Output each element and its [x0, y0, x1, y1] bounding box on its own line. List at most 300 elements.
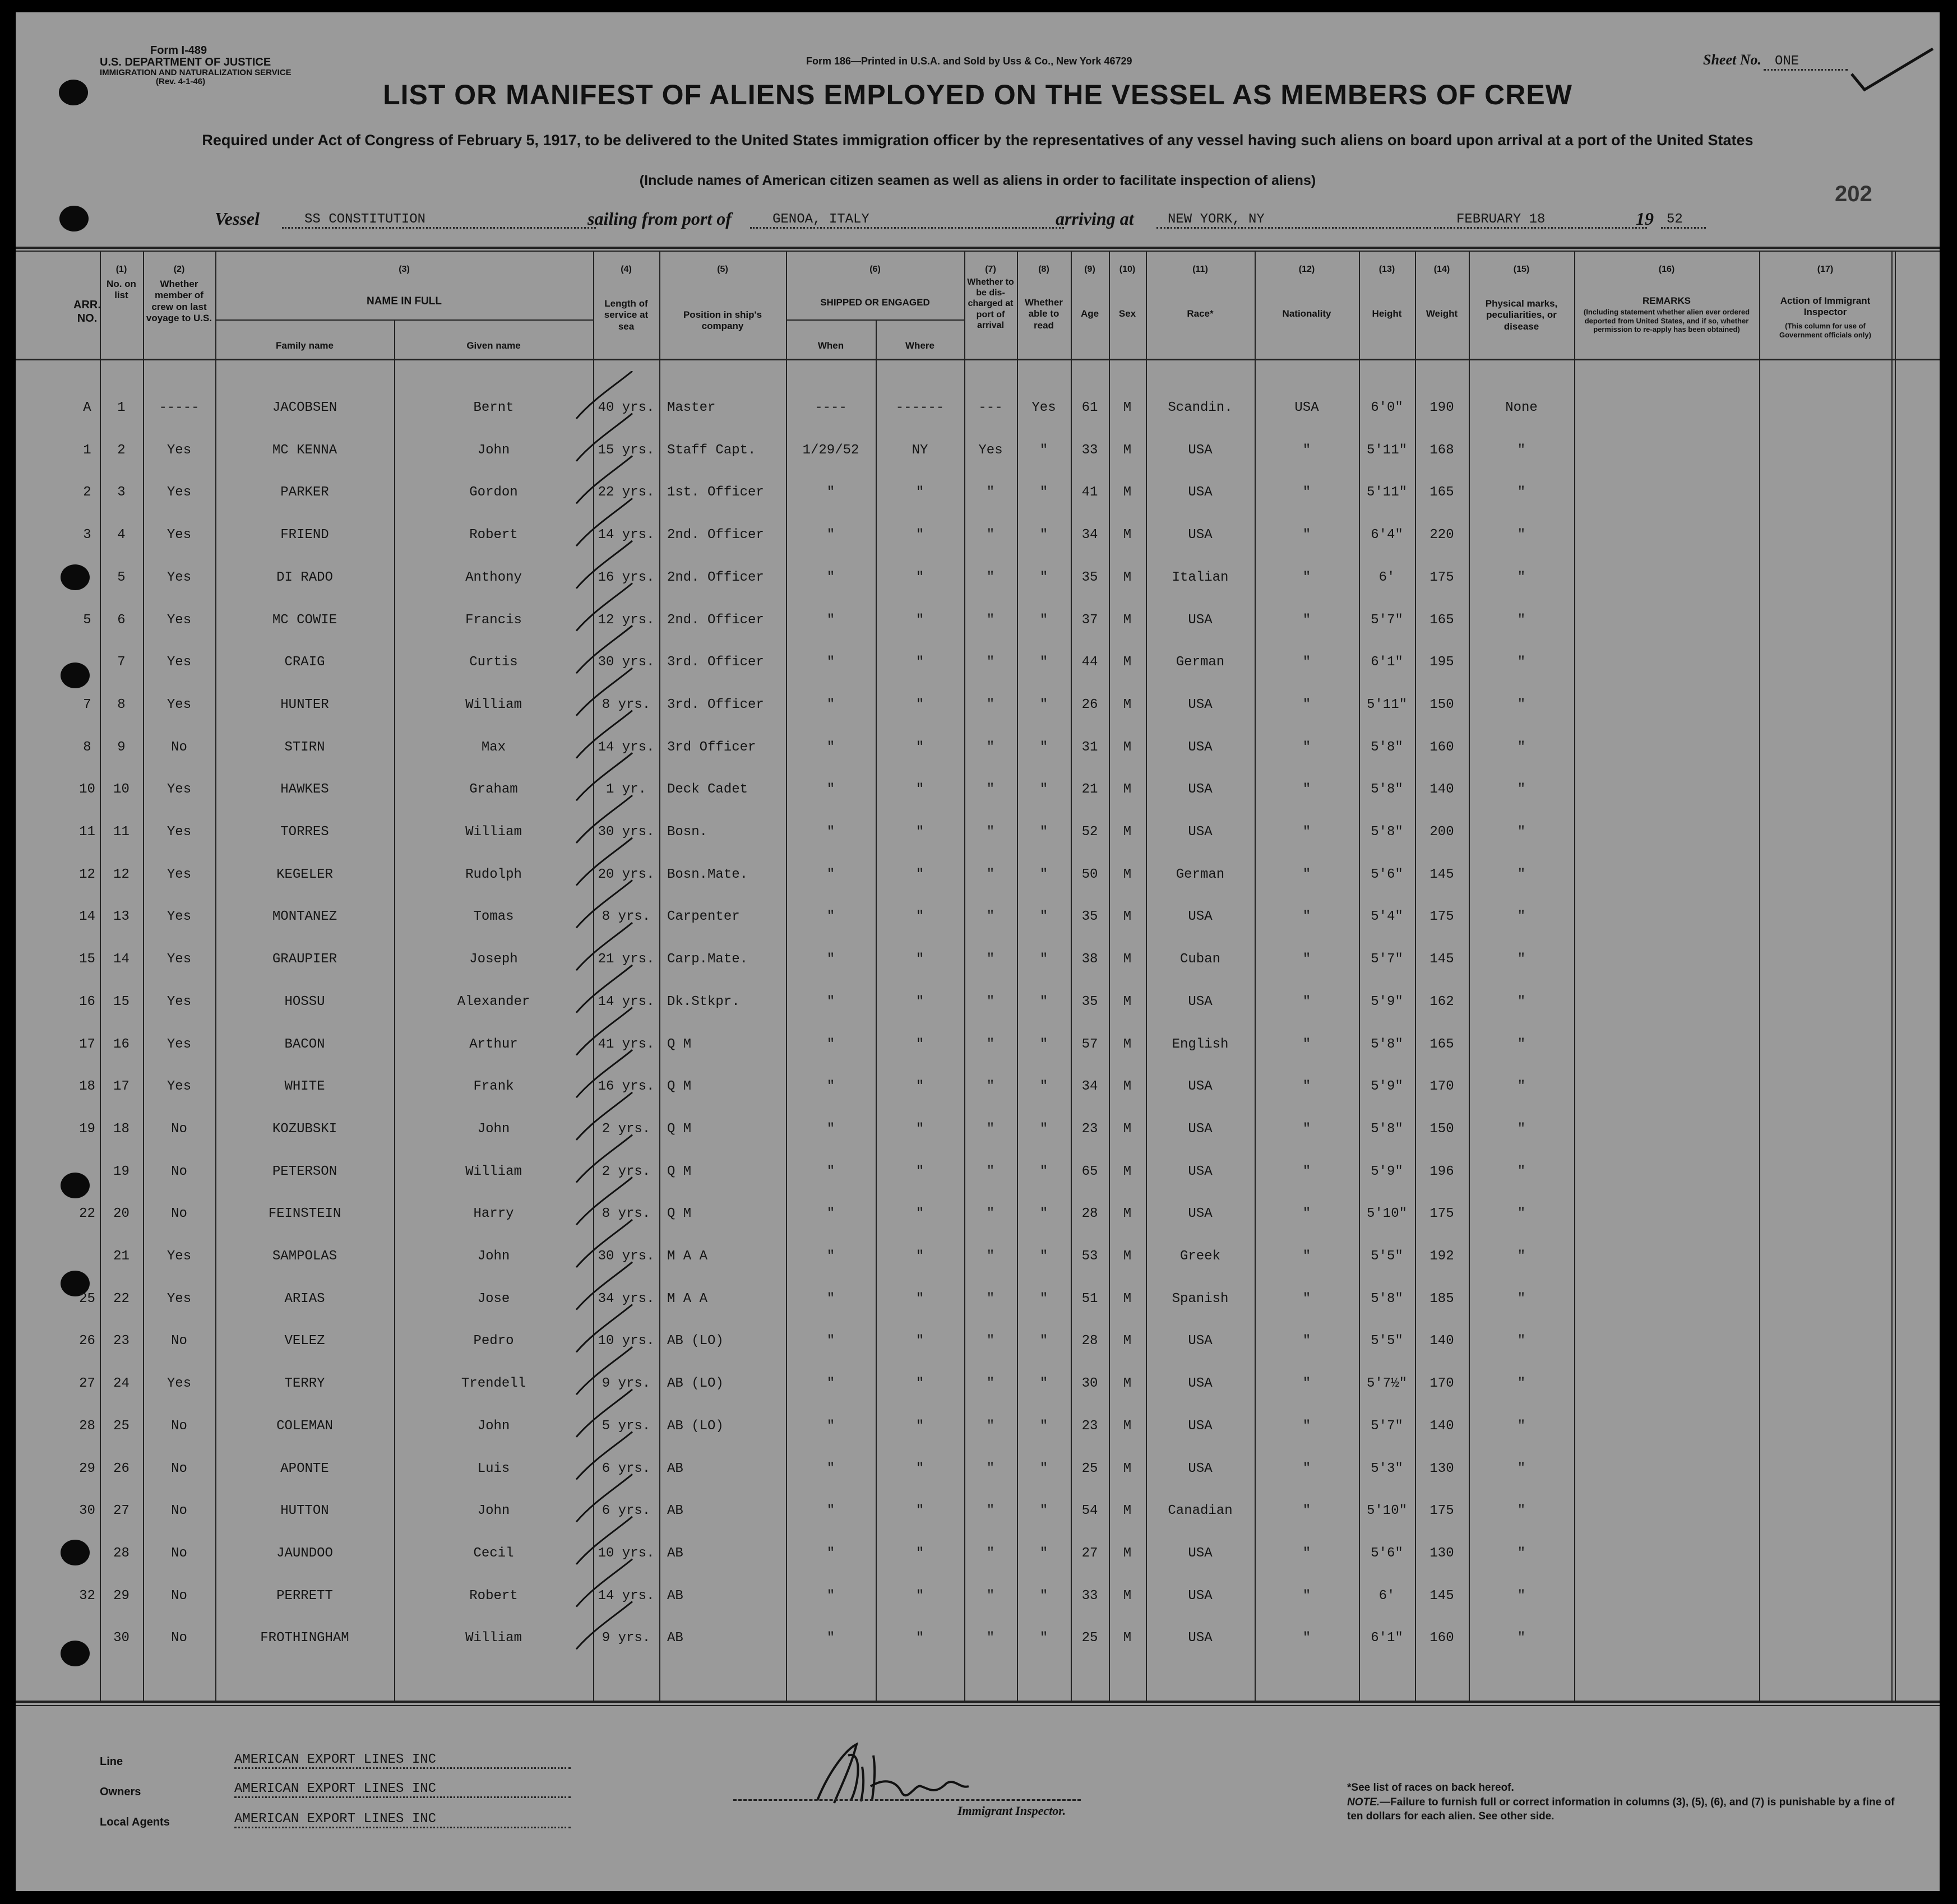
cell-weight: 175 [1429, 569, 1454, 585]
cell-age: 35 [1081, 909, 1098, 925]
cell-disch: " [986, 697, 995, 712]
cell-where: " [915, 1333, 924, 1349]
cell-service: 14 yrs. [598, 527, 655, 543]
cell-height: 5'3" [1371, 1461, 1403, 1476]
pen-stroke [576, 1008, 632, 1055]
cell-position: AB [667, 1588, 683, 1604]
cell-weight: 160 [1429, 1630, 1454, 1646]
cell-height: 6'1" [1371, 1630, 1403, 1646]
col13-number: (13) [1378, 265, 1395, 274]
cell-when: " [826, 1461, 835, 1476]
table-row [16, 1109, 1940, 1152]
cell-family: MC COWIE [272, 612, 337, 628]
col14-header: Weight [1426, 308, 1458, 319]
pen-stroke [576, 1517, 632, 1564]
cell-family: KOZUBSKI [272, 1121, 337, 1137]
cell-when: " [826, 1503, 835, 1519]
col17-subheader: (This column for use of Government officials only) [1779, 322, 1871, 339]
cell-when: " [826, 1121, 835, 1137]
cell-read: " [1039, 1249, 1048, 1264]
cell-when: " [826, 655, 835, 670]
cell-no: 7 [117, 655, 126, 670]
cell-sex: M [1123, 400, 1132, 415]
vessel-name: SS CONSTITUTION [282, 212, 596, 229]
name-sub-rule [215, 319, 593, 321]
cell-read: " [1039, 994, 1048, 1009]
cell-sex: M [1123, 1588, 1132, 1604]
cell-last: ----- [159, 400, 200, 415]
cell-race: USA [1188, 739, 1213, 755]
cell-disch: " [986, 527, 995, 543]
col17-number: (17) [1817, 265, 1834, 274]
cell-last: Yes [166, 527, 192, 543]
cell-nat: " [1302, 655, 1311, 670]
cell-weight: 220 [1429, 527, 1454, 543]
cell-age: 65 [1081, 1164, 1098, 1179]
cell-read: " [1039, 1206, 1048, 1222]
cell-no: 28 [113, 1545, 129, 1561]
cell-disch: Yes [978, 442, 1003, 458]
cell-arr: 22 [79, 1206, 95, 1222]
cell-where: " [915, 994, 924, 1009]
cell-service: 15 yrs. [598, 442, 655, 458]
col16-header: REMARKS [1643, 295, 1691, 306]
cell-when: " [826, 824, 835, 840]
sheet-value: ONE [1764, 54, 1848, 71]
cell-height: 5'4" [1371, 909, 1403, 925]
cell-arr: 8 [83, 739, 91, 755]
col6-where-header: Where [905, 340, 934, 351]
cell-marks: " [1517, 655, 1526, 670]
col2-number: (2) [173, 265, 185, 274]
cell-family: BACON [284, 1036, 325, 1052]
cell-nat: " [1302, 1503, 1311, 1519]
cell-sex: M [1123, 527, 1132, 543]
table-row [16, 1152, 1940, 1194]
cell-sex: M [1123, 1545, 1132, 1561]
cell-read: " [1039, 569, 1048, 585]
cell-marks: " [1517, 1121, 1526, 1137]
cell-age: 41 [1081, 485, 1098, 501]
footer-notes [1347, 1781, 1908, 1824]
cell-read: " [1039, 909, 1048, 925]
cell-service: 10 yrs. [598, 1333, 655, 1349]
cell-nat: " [1302, 994, 1311, 1009]
cell-position: AB [667, 1503, 683, 1519]
races-note: *See list of races on back hereof. [1347, 1782, 1514, 1794]
cell-no: 14 [113, 952, 129, 967]
cell-position: Bosn.Mate. [667, 867, 748, 882]
cell-given: Max [481, 739, 506, 755]
cell-position: AB [667, 1630, 683, 1646]
cell-age: 27 [1081, 1545, 1098, 1561]
cell-arr: 19 [79, 1121, 95, 1137]
col11-header: Race* [1187, 308, 1214, 319]
pen-stroke [576, 1220, 632, 1267]
col7-number: (7) [985, 265, 996, 274]
cell-last: Yes [166, 442, 192, 458]
cell-marks: " [1517, 612, 1526, 628]
cell-last: Yes [166, 994, 192, 1009]
cell-sex: M [1123, 1291, 1132, 1307]
cell-arr: 5 [83, 612, 91, 628]
cell-read: " [1039, 697, 1048, 712]
cell-position: Q M [667, 1206, 692, 1222]
cell-where: " [915, 1206, 924, 1222]
cell-no: 3 [117, 485, 126, 501]
cell-last: No [171, 1418, 187, 1434]
cell-age: 31 [1081, 739, 1098, 755]
cell-when: " [826, 1333, 835, 1349]
cell-marks: " [1517, 442, 1526, 458]
cell-service: 20 yrs. [598, 867, 655, 882]
cell-arr: 15 [79, 952, 95, 967]
cell-when: " [826, 569, 835, 585]
cell-weight: 140 [1429, 1418, 1454, 1434]
agents-value: AMERICAN EXPORT LINES INC [234, 1812, 571, 1828]
cell-service: 16 yrs. [598, 1079, 655, 1095]
cell-read: " [1039, 1376, 1048, 1392]
cell-when: " [826, 1249, 835, 1264]
table-row [16, 472, 1940, 515]
cell-family: SAMPOLAS [272, 1249, 337, 1264]
pen-stroke [576, 965, 632, 1013]
cell-last: Yes [166, 909, 192, 925]
cell-last: Yes [166, 1249, 192, 1264]
col1-header: No. on list [107, 279, 136, 301]
cell-weight: 170 [1429, 1376, 1454, 1392]
cell-when: " [826, 1418, 835, 1434]
page-title: LIST OR MANIFEST OF ALIENS EMPLOYED ON THE VESSEL AS MEMBERS OF CREW [383, 79, 1572, 110]
cell-sex: M [1123, 952, 1132, 967]
table-row [16, 1618, 1940, 1661]
cell-no: 8 [117, 697, 126, 712]
cell-service: 14 yrs. [598, 739, 655, 755]
cell-service: 8 yrs. [602, 909, 651, 925]
cell-where: NY [912, 442, 928, 458]
cell-when: " [826, 1079, 835, 1095]
cell-read: " [1039, 1418, 1048, 1434]
cell-position: 2nd. Officer [667, 527, 764, 543]
nota-text: —Failure to furnish full or correct information in columns (3), (5), (6), and (7) is punishable by a fine of ten dollars for each alien. See other side. [1347, 1796, 1895, 1823]
stamp-number: 202 [1835, 182, 1872, 206]
cell-read: " [1039, 612, 1048, 628]
table-row [16, 728, 1940, 770]
cell-marks: " [1517, 1630, 1526, 1646]
cell-given: John [477, 1418, 510, 1434]
col14-number: (14) [1433, 265, 1450, 274]
cell-nat: " [1302, 442, 1311, 458]
cell-weight: 150 [1429, 1121, 1454, 1137]
arriving-port: NEW YORK, NY [1156, 212, 1431, 229]
cell-given: Gordon [469, 485, 518, 501]
col4-header: Length of service at sea [604, 298, 649, 332]
cell-sex: M [1123, 485, 1132, 501]
pen-stroke [576, 583, 632, 631]
shipped-sub-rule [786, 319, 964, 321]
cell-age: 53 [1081, 1249, 1098, 1264]
cell-sex: M [1123, 739, 1132, 755]
cell-service: 10 yrs. [598, 1545, 655, 1561]
cell-service: 16 yrs. [598, 569, 655, 585]
cell-sex: M [1123, 1164, 1132, 1179]
cell-marks: " [1517, 739, 1526, 755]
cell-position: M A A [667, 1249, 708, 1264]
cell-height: 5'6" [1371, 867, 1403, 882]
cell-nat: " [1302, 1630, 1311, 1646]
cell-weight: 165 [1429, 485, 1454, 501]
table-top-rule-2 [16, 251, 1940, 252]
pen-stroke [576, 1177, 632, 1225]
cell-height: 6' [1378, 569, 1395, 585]
cell-marks: " [1517, 569, 1526, 585]
cell-weight: 200 [1429, 824, 1454, 840]
cell-last: Yes [166, 867, 192, 882]
cell-race: USA [1188, 1164, 1213, 1179]
cell-nat: " [1302, 527, 1311, 543]
table-row [16, 1194, 1940, 1236]
vessel-label: Vessel [215, 209, 260, 229]
cell-when: " [826, 1588, 835, 1604]
cell-sex: M [1123, 1206, 1132, 1222]
cell-read: " [1039, 1121, 1048, 1137]
cell-where: " [915, 612, 924, 628]
cell-no: 21 [113, 1249, 129, 1264]
cell-disch: " [986, 1630, 995, 1646]
cell-read: " [1039, 1588, 1048, 1604]
table-row [16, 1364, 1940, 1406]
cell-nat: " [1302, 1121, 1311, 1137]
cell-disch: " [986, 824, 995, 840]
cell-read: " [1039, 442, 1048, 458]
cell-when: " [826, 867, 835, 882]
cell-height: 5'11" [1366, 697, 1407, 712]
line-value: AMERICAN EXPORT LINES INC [234, 1752, 571, 1769]
pen-stroke [576, 1601, 632, 1649]
cell-marks: " [1517, 1291, 1526, 1307]
cell-when: " [826, 527, 835, 543]
cell-when: " [826, 1545, 835, 1561]
cell-race: USA [1188, 1121, 1213, 1137]
cell-weight: 165 [1429, 1036, 1454, 1052]
col4-number: (4) [621, 265, 632, 274]
cell-last: Yes [166, 612, 192, 628]
cell-last: Yes [166, 1079, 192, 1095]
pen-stroke [576, 838, 632, 886]
cell-position: Q M [667, 1121, 692, 1137]
table-bottom-rule [16, 1701, 1940, 1703]
cell-nat: " [1302, 1545, 1311, 1561]
cell-position: 2nd. Officer [667, 569, 764, 585]
cell-when: " [826, 782, 835, 798]
cell-no: 22 [113, 1291, 129, 1307]
cell-weight: 168 [1429, 442, 1454, 458]
cell-age: 33 [1081, 442, 1098, 458]
cell-disch: " [986, 782, 995, 798]
cell-race: Spanish [1172, 1291, 1229, 1307]
cell-height: 5'6" [1371, 1545, 1403, 1561]
cell-last: No [171, 1206, 187, 1222]
cell-arr: 2 [83, 485, 91, 501]
cell-weight: 140 [1429, 782, 1454, 798]
cell-family: HOSSU [284, 994, 325, 1009]
cell-arr: 17 [79, 1036, 95, 1052]
cell-height: 6'0" [1371, 400, 1403, 415]
cell-service: 9 yrs. [602, 1376, 651, 1392]
cell-race: USA [1188, 1588, 1213, 1604]
cell-service: 21 yrs. [598, 952, 655, 967]
cell-position: AB [667, 1545, 683, 1561]
cell-family: APONTE [280, 1461, 329, 1476]
cell-nat: " [1302, 867, 1311, 882]
cell-family: MC KENNA [272, 442, 337, 458]
cell-marks: " [1517, 527, 1526, 543]
cell-sex: M [1123, 1630, 1132, 1646]
cell-position: AB (LO) [667, 1418, 724, 1434]
cell-marks: " [1517, 1036, 1526, 1052]
table-row [16, 812, 1940, 855]
cell-no: 12 [113, 867, 129, 882]
cell-last: Yes [166, 1291, 192, 1307]
cell-marks: " [1517, 1164, 1526, 1179]
page-subtitle: Required under Act of Congress of February 5, 1917, to be delivered to the United States immigration officer by the representatives of any vessel having such aliens on board upon arrival at a port of the United States [202, 132, 1754, 149]
cell-when: " [826, 739, 835, 755]
cell-disch: " [986, 485, 995, 501]
col15-number: (15) [1513, 265, 1530, 274]
col15-header: Physical marks, peculiarities, or disease [1485, 298, 1558, 332]
table-row [16, 1449, 1940, 1491]
cell-marks: " [1517, 994, 1526, 1009]
cell-disch: " [986, 1418, 995, 1434]
cell-given: Rudolph [465, 867, 522, 882]
cell-no: 6 [117, 612, 126, 628]
cell-no: 2 [117, 442, 126, 458]
pen-strokes [565, 371, 677, 1694]
cell-read: " [1039, 1461, 1048, 1476]
table-bottom-rule-2 [16, 1705, 1940, 1706]
cell-family: FRIEND [280, 527, 329, 543]
cell-age: 30 [1081, 1376, 1098, 1392]
cell-position: Staff Capt. [667, 442, 756, 458]
cell-race: English [1172, 1036, 1229, 1052]
year-prefix: 19 [1636, 209, 1654, 229]
cell-age: 51 [1081, 1291, 1098, 1307]
cell-service: 14 yrs. [598, 994, 655, 1009]
cell-given: Arthur [469, 1036, 518, 1052]
cell-race: USA [1188, 1461, 1213, 1476]
cell-last: Yes [166, 655, 192, 670]
cell-no: 30 [113, 1630, 129, 1646]
cell-read: " [1039, 1545, 1048, 1561]
cell-arr: 14 [79, 909, 95, 925]
cell-when: " [826, 612, 835, 628]
cell-sex: M [1123, 1461, 1132, 1476]
cell-family: STIRN [284, 739, 325, 755]
cell-weight: 192 [1429, 1249, 1454, 1264]
table-row [16, 515, 1940, 558]
cell-where: " [915, 1036, 924, 1052]
col8-header: Whether able to read [1025, 297, 1063, 331]
nota-label: NOTE. [1347, 1796, 1380, 1808]
col16-subheader: (Including statement whether alien ever ordered deported from United States, and if so, whether permission to re-apply has been obtained) [1583, 308, 1750, 334]
cell-disch: " [986, 1588, 995, 1604]
cell-age: 21 [1081, 782, 1098, 798]
cell-where: " [915, 782, 924, 798]
cell-read: " [1039, 1291, 1048, 1307]
col6-when-header: When [817, 340, 844, 351]
form-id: Form I-489 [150, 44, 207, 57]
agents-label: Local Agents [100, 1816, 170, 1828]
table-row [16, 430, 1940, 473]
cell-marks: " [1517, 697, 1526, 712]
cell-height: 5'11" [1366, 485, 1407, 501]
cell-where: " [915, 527, 924, 543]
cell-nat: " [1302, 612, 1311, 628]
cell-weight: 160 [1429, 739, 1454, 755]
cell-where: " [915, 697, 924, 712]
cell-service: 34 yrs. [598, 1291, 655, 1307]
cell-service: 6 yrs. [602, 1503, 651, 1519]
cell-last: No [171, 1164, 187, 1179]
cell-given: William [465, 1630, 522, 1646]
cell-height: 5'7" [1371, 1418, 1403, 1434]
pen-stroke [576, 498, 632, 546]
cell-nat: " [1302, 1461, 1311, 1476]
cell-race: USA [1188, 909, 1213, 925]
cell-where: " [915, 1418, 924, 1434]
table-row [16, 939, 1940, 982]
cell-arr: 11 [79, 824, 95, 840]
cell-height: 5'7" [1371, 952, 1403, 967]
pen-stroke [576, 1347, 632, 1395]
cell-family: MONTANEZ [272, 909, 337, 925]
cell-service: 30 yrs. [598, 1249, 655, 1264]
cell-position: AB (LO) [667, 1333, 724, 1349]
col8-number: (8) [1038, 265, 1049, 274]
cell-where: " [915, 1079, 924, 1095]
cell-read: " [1039, 527, 1048, 543]
cell-no: 9 [117, 739, 126, 755]
arr-no-header: ARR. NO. [73, 299, 101, 325]
cell-arr: 29 [79, 1461, 95, 1476]
cell-no: 18 [113, 1121, 129, 1137]
cell-family: PARKER [280, 485, 329, 501]
cell-no: 16 [113, 1036, 129, 1052]
cell-last: Yes [166, 1036, 192, 1052]
cell-service: 9 yrs. [602, 1630, 651, 1646]
line-label: Line [100, 1755, 123, 1768]
col6-header: SHIPPED OR ENGAGED [820, 297, 930, 308]
cell-read: " [1039, 1503, 1048, 1519]
cell-marks: " [1517, 1206, 1526, 1222]
cell-age: 44 [1081, 655, 1098, 670]
cell-age: 57 [1081, 1036, 1098, 1052]
cell-weight: 140 [1429, 1333, 1454, 1349]
cell-disch: " [986, 909, 995, 925]
cell-position: Dk.Stkpr. [667, 994, 740, 1009]
cell-no: 17 [113, 1079, 129, 1095]
cell-family: CRAIG [284, 655, 325, 670]
cell-arr: 26 [79, 1333, 95, 1349]
cell-given: Bernt [473, 400, 514, 415]
cell-given: Harry [473, 1206, 514, 1222]
cell-family: FROTHINGHAM [260, 1630, 349, 1646]
cell-marks: " [1517, 1376, 1526, 1392]
cell-sex: M [1123, 1503, 1132, 1519]
cell-family: KEGELER [276, 867, 333, 882]
col3-given-header: Given name [466, 340, 521, 351]
cell-disch: " [986, 1036, 995, 1052]
